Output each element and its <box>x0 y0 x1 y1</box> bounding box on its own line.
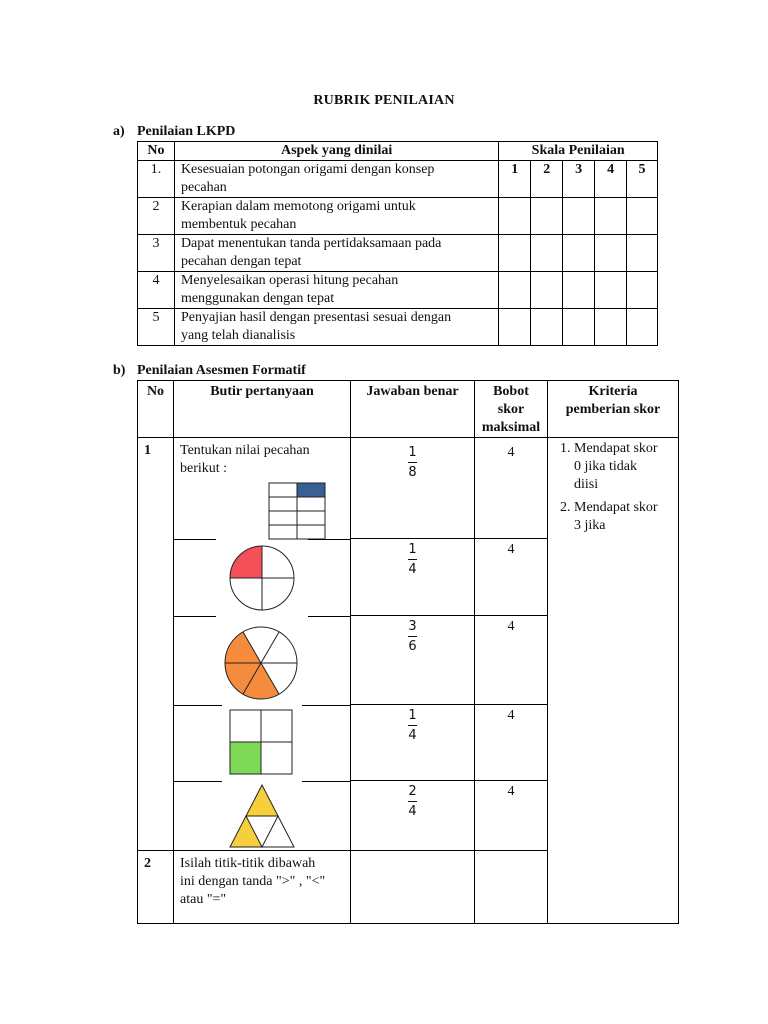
triangle-two-quarters-icon <box>229 783 295 849</box>
row-aspek: Penyajian hasil dengan presentasi sesuai dengan yang telah dianalisis <box>174 309 498 346</box>
section-b-title: Penilaian Asesmen Formatif <box>137 363 306 378</box>
circle-three-sixths-icon <box>222 624 300 702</box>
score-max: 4 <box>475 705 548 781</box>
answer-fraction: $\frac{1}{4}$ <box>408 708 417 743</box>
scale-2: 2 <box>531 161 563 198</box>
header-bobot: Bobot skor maksimal <box>475 381 548 438</box>
section-a-label: a) <box>113 124 125 139</box>
header-skala: Skala Penilaian <box>499 142 658 161</box>
question-1-figure-cell <box>174 539 351 616</box>
score-cell[interactable] <box>531 272 563 309</box>
score-cell[interactable] <box>531 235 563 272</box>
score-cell[interactable] <box>627 198 658 235</box>
score-cell[interactable] <box>499 272 531 309</box>
kriteria-item: 1. Mendapat skor 0 jika tidak diisi <box>574 440 674 494</box>
score-cell[interactable] <box>531 198 563 235</box>
row-aspek: Dapat menentukan tanda pertidaksamaan pada pecahan dengan tepat <box>174 235 498 272</box>
question-1-no: 1 <box>138 438 174 851</box>
score-cell[interactable] <box>595 235 627 272</box>
kriteria-item: 2. Mendapat skor 3 jika <box>574 499 674 535</box>
answer-cell <box>351 781 475 851</box>
answer-cell <box>351 616 475 705</box>
question-1-text: Tentukan nilai pecahan berikut : <box>180 443 310 476</box>
header-jawaban: Jawaban benar <box>351 381 475 438</box>
answer-fraction: $\frac{3}{6}$ <box>408 619 417 654</box>
score-cell[interactable] <box>563 272 595 309</box>
score-cell[interactable] <box>595 272 627 309</box>
section-a-heading <box>113 124 235 140</box>
header-kriteria: Kriteria pemberian skor <box>548 381 679 438</box>
header-butir: Butir pertanyaan <box>174 381 351 438</box>
answer-cell <box>351 438 475 539</box>
question-1-figure-cell <box>174 781 351 851</box>
scale-1: 1 <box>499 161 531 198</box>
score-max: 4 <box>475 438 548 539</box>
score-cell[interactable] <box>499 198 531 235</box>
scale-4: 4 <box>595 161 627 198</box>
section-a-title: Penilaian LKPD <box>137 124 236 139</box>
row-aspek: Menyelesaikan operasi hitung pecahan menggunakan dengan tepat <box>174 272 498 309</box>
score-max: 4 <box>475 539 548 616</box>
answer-cell <box>351 705 475 781</box>
question-1-cell <box>174 438 351 539</box>
square-one-quarter-icon <box>229 709 293 775</box>
score-cell[interactable] <box>563 309 595 346</box>
score-cell[interactable] <box>595 309 627 346</box>
score-max[interactable] <box>475 851 548 924</box>
answer-cell <box>351 539 475 616</box>
scale-3: 3 <box>563 161 595 198</box>
page-title: RUBRIK PENILAIAN <box>313 93 455 108</box>
row-no: 1. <box>138 161 175 198</box>
question-2-text: Isilah titik-titik dibawah ini dengan tanda ">" , "<" atau "=" <box>174 851 351 924</box>
section-b-heading <box>113 363 306 379</box>
section-b-label: b) <box>113 363 126 378</box>
question-2-no: 2 <box>138 851 174 924</box>
score-cell[interactable] <box>531 309 563 346</box>
lkpd-rubric-table <box>137 141 658 346</box>
answer-fraction: $\frac{1}{4}$ <box>408 542 417 577</box>
header-no: No <box>138 381 174 438</box>
row-no: 3 <box>138 235 175 272</box>
score-cell[interactable] <box>563 235 595 272</box>
row-no: 2 <box>138 198 175 235</box>
question-1-figure-cell <box>174 705 351 781</box>
score-cell[interactable] <box>563 198 595 235</box>
kriteria-cell <box>548 438 679 924</box>
score-max: 4 <box>475 781 548 851</box>
score-cell[interactable] <box>595 198 627 235</box>
score-cell[interactable] <box>627 235 658 272</box>
row-no: 5 <box>138 309 175 346</box>
question-1-figure-cell <box>174 616 351 705</box>
header-aspek: Aspek yang dinilai <box>174 142 498 161</box>
answer-cell[interactable] <box>351 851 475 924</box>
header-no: No <box>138 142 175 161</box>
row-aspek: Kerapian dalam memotong origami untuk membentuk pecahan <box>174 198 498 235</box>
score-cell[interactable] <box>499 309 531 346</box>
formative-assessment-table <box>137 380 679 924</box>
circle-one-quarter-icon <box>228 544 296 612</box>
row-no: 4 <box>138 272 175 309</box>
score-cell[interactable] <box>627 309 658 346</box>
grid-one-eighth-icon <box>268 482 326 540</box>
score-cell[interactable] <box>627 272 658 309</box>
answer-fraction: $\frac{2}{4}$ <box>408 784 417 819</box>
answer-fraction: $\frac{1}{8}$ <box>408 445 417 480</box>
score-max: 4 <box>475 616 548 705</box>
row-aspek: Kesesuaian potongan origami dengan konsep pecahan <box>174 161 498 198</box>
scale-5: 5 <box>627 161 658 198</box>
score-cell[interactable] <box>499 235 531 272</box>
